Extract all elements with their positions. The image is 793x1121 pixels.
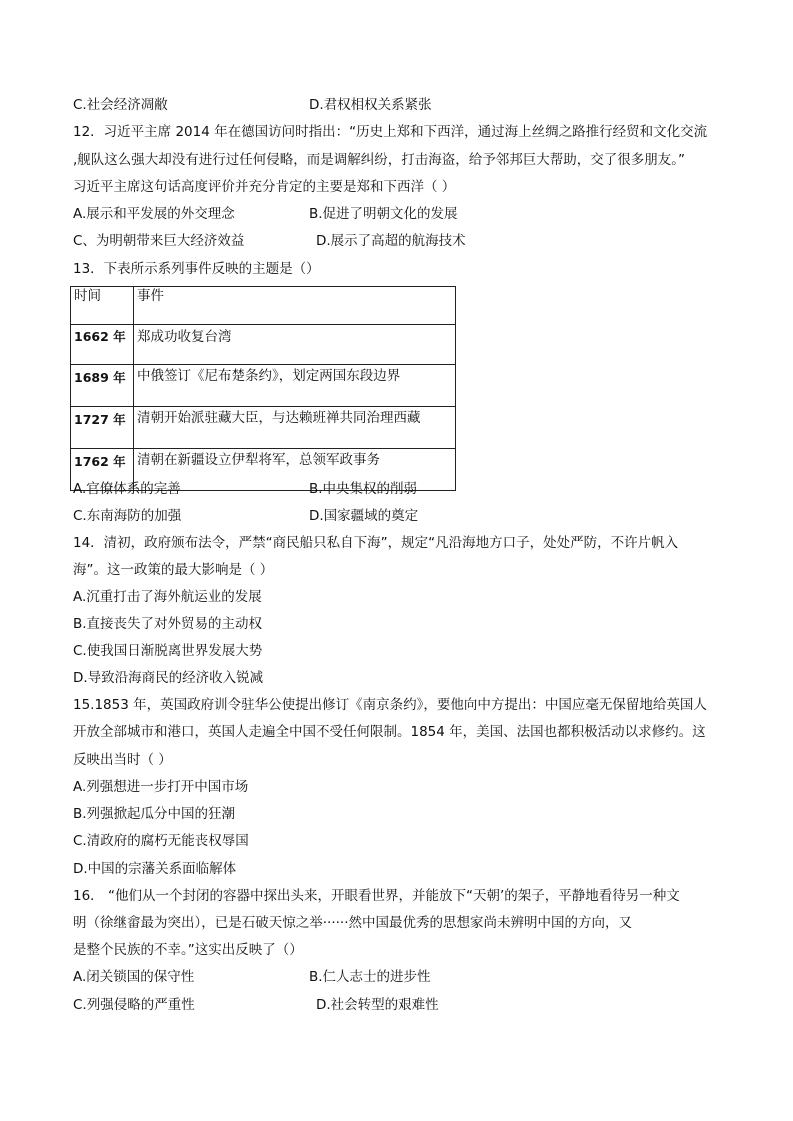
table-row <box>71 325 456 365</box>
q12-option-c: C、为明朝带来巨大经济效益 <box>73 233 245 249</box>
q14-option-a: A.沉重打击了海外航运业的发展 <box>73 589 262 605</box>
row-event: 郑成功收复台湾 <box>134 325 456 365</box>
row-year: 1689 年 <box>71 365 134 407</box>
q16-option-b: B.仁人志士的进步性 <box>309 969 431 985</box>
q12-stem-line1: 12．习近平主席 2014 年在德国访问时指出：“历史上郑和下西洋，通过海上丝绸之路推行经贸和文化交流 <box>73 124 708 140</box>
q11-option-c: C.社会经济凋敝 <box>73 97 168 113</box>
q12-option-d: D.展示了高超的航海技术 <box>316 233 466 249</box>
q16-option-a: A.闭关锁国的保守性 <box>73 969 195 985</box>
q12-stem-line2: ,舰队这么强大却没有进行过任何侵略，而是调解纠纷，打击海盗，给予邻邦巨大帮助，交了很多朋友。” <box>73 152 686 168</box>
events-table <box>70 286 456 491</box>
q16-stem-line3: 是整个民族的不幸。”这实出反映了（） <box>73 942 303 958</box>
q13-option-b: B.中央集权的削弱 <box>309 481 418 497</box>
q15-option-a: A.列强想进一步打开中国市场 <box>73 779 249 795</box>
header-event: 事件 <box>134 287 456 325</box>
row-year: 1762 年 <box>71 449 134 491</box>
q15-option-c: C.清政府的腐朽无能丧权辱国 <box>73 833 249 849</box>
q16-option-c: C.列强侵略的严重性 <box>73 997 195 1013</box>
q13-option-d: D.国家疆域的奠定 <box>309 508 419 524</box>
header-time: 时间 <box>71 287 134 325</box>
q13-option-c: C.东南海防的加强 <box>73 508 182 524</box>
q15-option-d: D.中国的宗藩关系面临解体 <box>73 861 237 877</box>
q14-option-b: B.直接丧失了对外贸易的主动权 <box>73 616 263 632</box>
row-event: 清朝开始派驻藏大臣，与达赖班禅共同治理西藏 <box>134 407 456 449</box>
q14-option-c: C.使我国日渐脱离世界发展大势 <box>73 643 263 659</box>
row-year: 1727 年 <box>71 407 134 449</box>
q16-stem-line2: 明（徐继畲最为突出），已是石破天惊之举······然中国最优秀的思想家尚未辨明中国的方向，又 <box>73 915 632 931</box>
q13-stem: 13．下表所示系列事件反映的主题是（） <box>73 261 320 277</box>
q15-stem-line3: 反映出当时（ ） <box>73 752 172 768</box>
q12-option-a: A.展示和平发展的外交理念 <box>73 206 235 222</box>
table-row <box>71 407 456 449</box>
row-year: 1662 年 <box>71 325 134 365</box>
q16-stem-line1: 16． “他们从一个封闭的容器中探出头来，开眼看世界，并能放下“天朝’的架子，平静地看待另一种文 <box>73 888 680 904</box>
q11-option-d: D.君权相权关系紧张 <box>309 97 432 113</box>
q15-stem-line2: 开放全部城市和港口，英国人走遍全中国不受任何限制。1854 年，美国、法国也都积极活动以求修约。这 <box>73 724 706 740</box>
row-event: 清朝在新疆设立伊犁将军，总领军政事务 <box>134 449 456 491</box>
table-header-row <box>71 287 456 325</box>
row-event: 中俄签订《尼布楚条约》，划定两国东段边界 <box>134 365 456 407</box>
q14-stem-line2: 海”。这一政策的最大影响是（ ） <box>73 562 274 578</box>
q12-stem-line3: 习近平主席这句话高度评价并充分肯定的主要是郑和下西洋（ ） <box>73 179 456 195</box>
q15-stem-line1: 15.1853 年，英国政府训令驻华公使提出修订《南京条约》，要他向中方提出：中国应毫无保留地给英国人 <box>73 697 707 713</box>
q14-stem-line1: 14．清初，政府颁布法令，严禁“商民船只私自下海”，规定“凡沿海地方口子，处处严防，不许片帆入 <box>73 535 679 551</box>
q14-option-d: D.导致沿海商民的经济收入锐减 <box>73 670 264 686</box>
q16-option-d: D.社会转型的艰难性 <box>316 997 439 1013</box>
q13-option-a: A.官僚体系的完善 <box>73 481 181 497</box>
table-row <box>71 365 456 407</box>
q12-option-b: B.促进了明朝文化的发展 <box>309 206 458 222</box>
q15-option-b: B.列强掀起瓜分中国的狂潮 <box>73 806 236 822</box>
